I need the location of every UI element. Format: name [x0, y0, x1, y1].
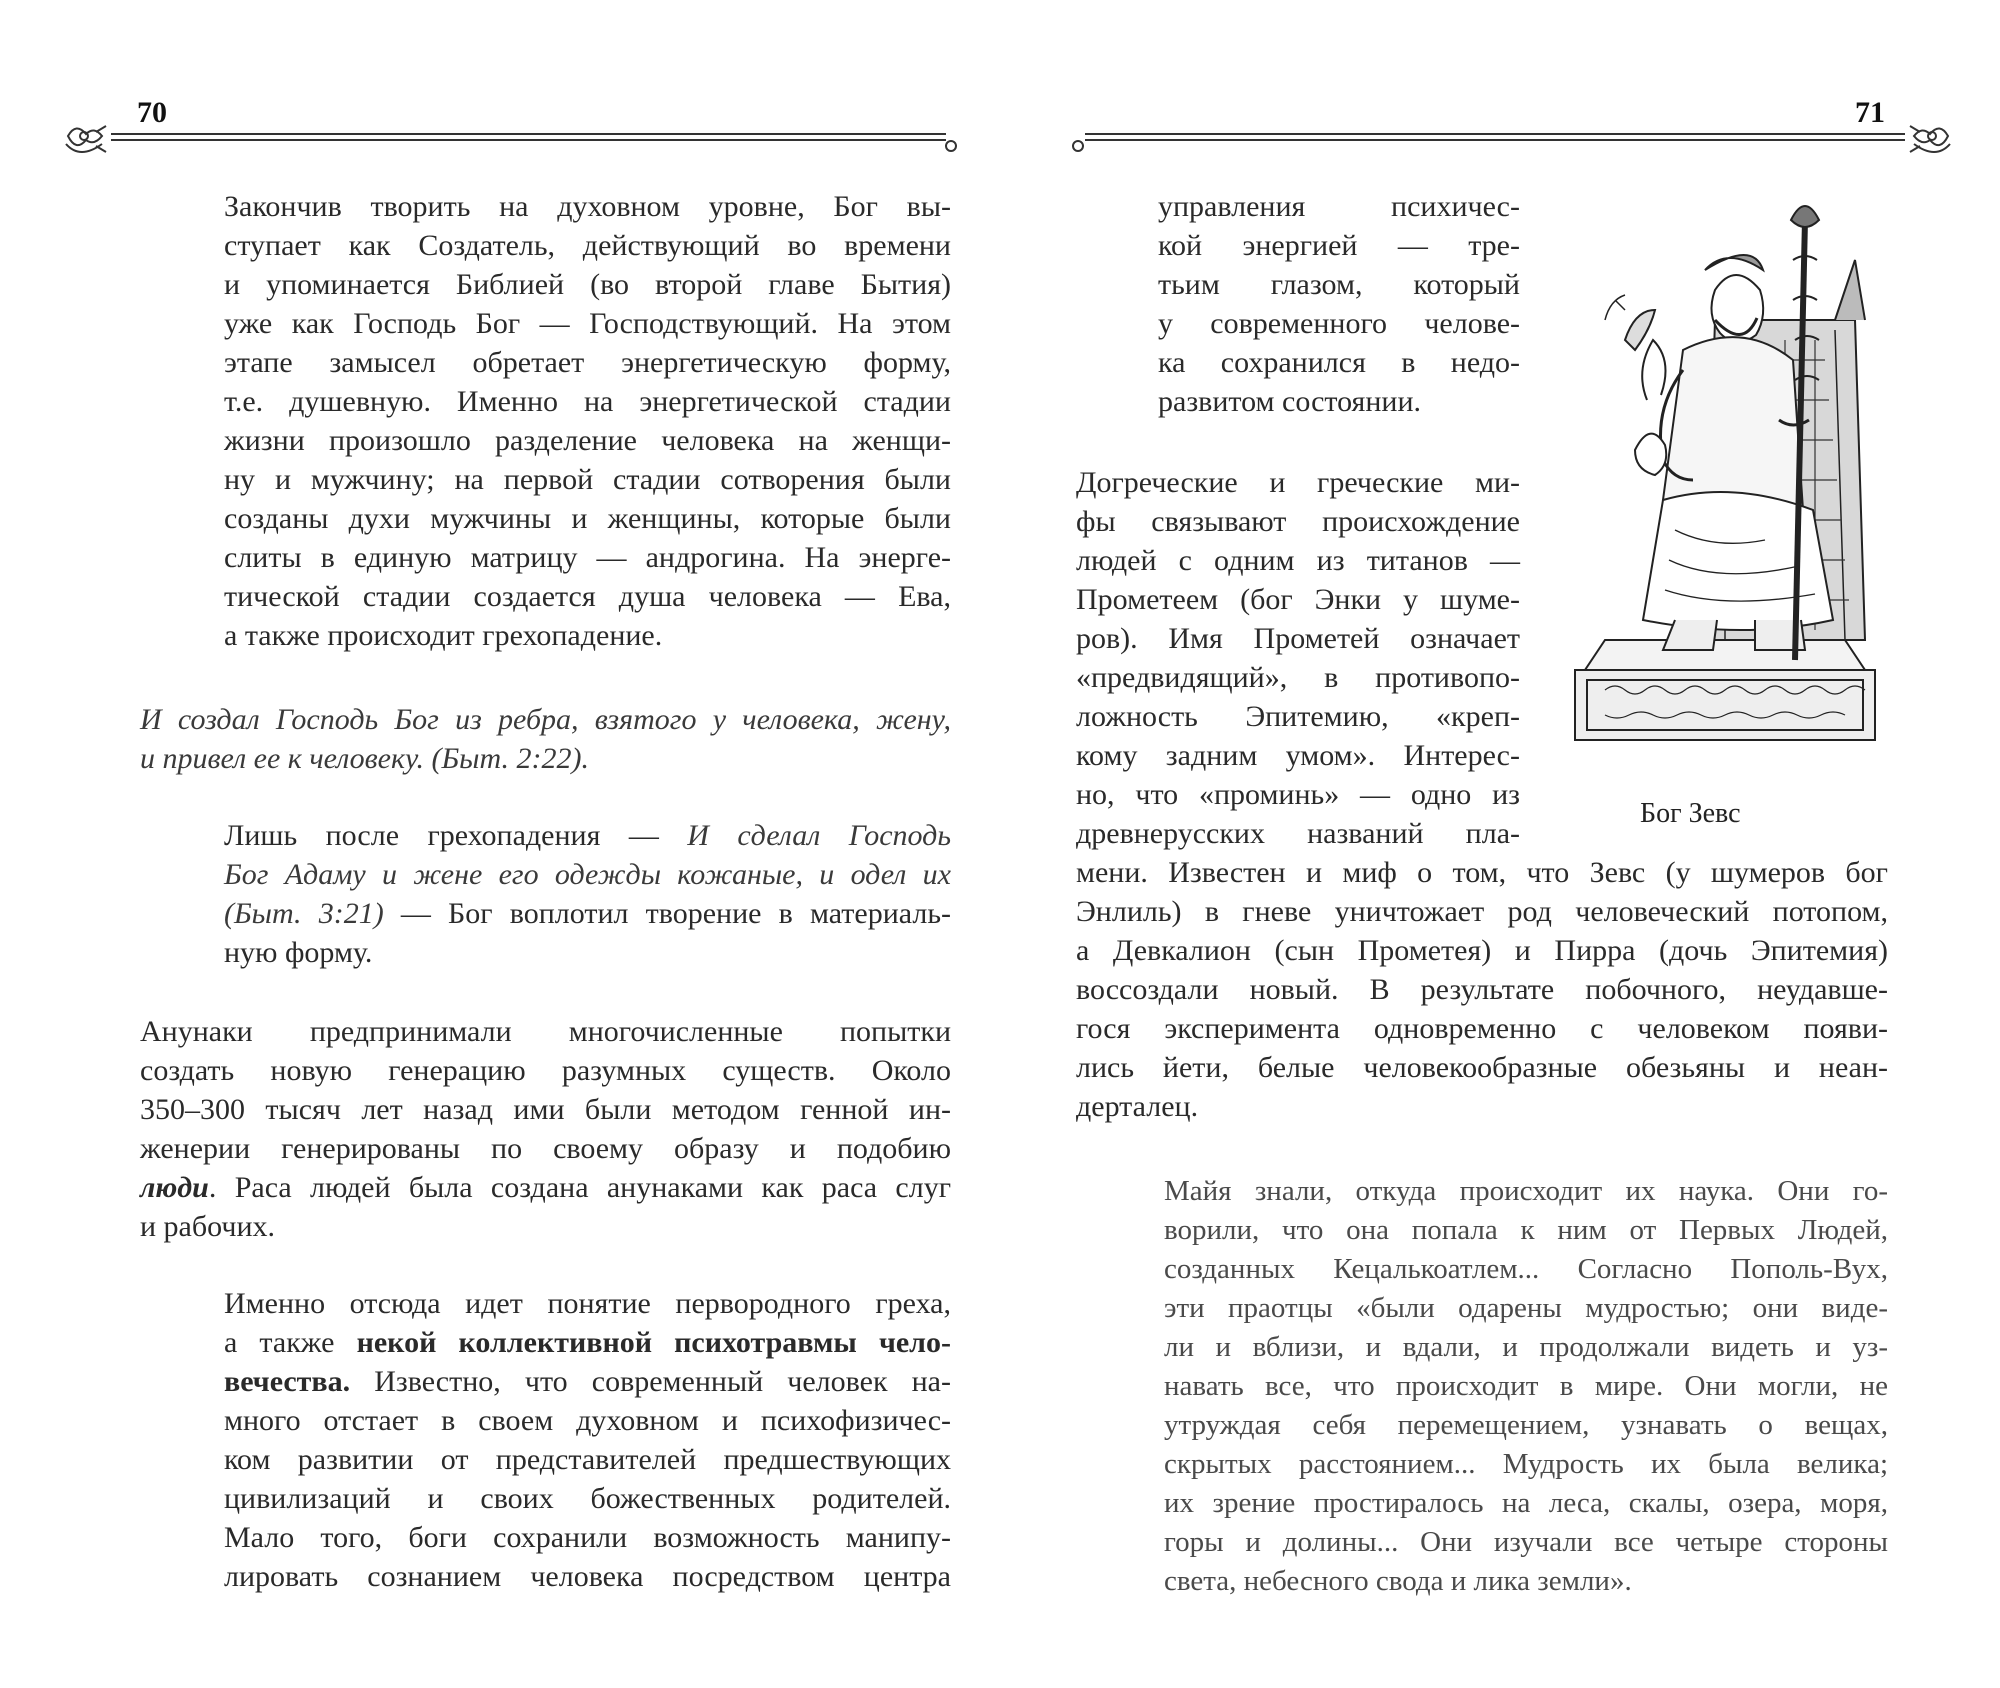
text-line: слиты в единую матрицу — андрогина. На энерге-	[224, 541, 951, 574]
text-span: — Бог воплотил творение в материаль-	[383, 897, 952, 930]
paragraph-fall	[224, 816, 951, 972]
text-line: а Девкалион (сын Прометея) и Пирра (дочь Эпитемия)	[1076, 934, 1888, 967]
text-line: а также происходит грехопадение.	[224, 619, 663, 652]
text-line: мени. Известен и миф о том, что Зевс (у шумеров бог	[1076, 856, 1888, 889]
text-line: Мало того, боги сохранили возможность манипу-	[224, 1521, 951, 1554]
text-line: скрытых расстоянием... Мудрость их была велика;	[1164, 1448, 1888, 1480]
text-line: кому задним умом». Интерес-	[1076, 739, 1520, 772]
page-number: 70	[137, 96, 167, 129]
text-line: гося эксперимента одновременно с человеком появи-	[1076, 1012, 1888, 1045]
text-line: Закончив творить на духовном уровне, Бог вы-	[224, 190, 951, 223]
text-line: ложность Эпитемию, «креп-	[1076, 700, 1520, 733]
text-line: Догреческие и греческие ми-	[1076, 466, 1520, 499]
bold-span: люди	[140, 1171, 209, 1204]
text-line: у современного челове-	[1158, 307, 1520, 340]
text-line: уже как Господь Бог — Господствующий. На этом	[224, 307, 951, 340]
italic-span: И сделал Господь	[687, 819, 951, 852]
header-rule	[1070, 122, 1960, 162]
text-line: ров). Имя Прометей означает	[1076, 622, 1520, 655]
italic-span: (Быт. 3:21)	[224, 897, 384, 930]
text-line: навать все, что происходит в мире. Они могли, не	[1164, 1370, 1888, 1402]
text-line: Прометеем (бог Энки у шуме-	[1076, 583, 1520, 616]
paragraph-third-eye	[1158, 187, 1520, 421]
text-line: кой энергией — тре-	[1158, 229, 1520, 262]
text-line: фы связывают происхождение	[1076, 505, 1520, 538]
bold-span: вечества.	[224, 1365, 351, 1398]
text-line: Именно отсюда идет понятие первородного греха,	[224, 1287, 951, 1320]
text-line: Анунаки предпринимали многочисленные попытки	[140, 1015, 951, 1048]
ornament-rule-icon	[56, 122, 961, 162]
zeus-statue-illustration	[1565, 200, 1885, 760]
text-line: тической стадии создается душа человека — Ева,	[224, 580, 951, 613]
text-line: но, что «проминь» — одно из	[1076, 778, 1520, 811]
paragraph-creation	[224, 187, 951, 655]
paragraph-prometheus	[1076, 463, 1520, 853]
text-line: света, небесного свода и лика земли».	[1164, 1565, 1632, 1597]
text-line: ка сохранился в недо-	[1158, 346, 1520, 379]
text-line: ну и мужчину; на первой стадии сотворения были	[224, 463, 951, 496]
text-line: жизни произошло разделение человека на женщи-	[224, 424, 951, 457]
text-line: женерии генерированы по своему образу и подобию	[140, 1132, 951, 1165]
zeus-statue-icon	[1565, 200, 1885, 760]
bold-span: некой коллективной психотравмы чело-	[356, 1326, 951, 1359]
text-line: 350–300 тысяч лет назад ими были методом генной ин-	[140, 1093, 951, 1126]
text-line: т.е. душевную. Именно на энергетической стадии	[224, 385, 951, 418]
paragraph-anunnaki	[140, 1012, 951, 1246]
text-line: их зрение простиралось на леса, скалы, озера, моря,	[1164, 1487, 1888, 1519]
text-line: людей с одним из титанов —	[1076, 544, 1520, 577]
maya-quote	[1164, 1172, 1888, 1601]
text-line: лировать сознанием человека посредством центра	[224, 1560, 951, 1593]
paragraph-flood	[1076, 853, 1888, 1126]
header-rule	[56, 122, 961, 162]
text-line: И создал Господь Бог из ребра, взятого у человека, жену,	[140, 703, 951, 736]
paragraph-original-sin	[224, 1284, 951, 1596]
page-number: 71	[1855, 96, 1885, 129]
text-span: Известно, что современный человек на-	[350, 1365, 951, 1398]
text-line: «предвидящий», в противопо-	[1076, 661, 1520, 694]
text-span: а также	[224, 1326, 357, 1359]
text-line: этапе замысел обретает энергетическую форму,	[224, 346, 951, 379]
text-line: ворили, что она попала к ним от Первых Людей,	[1164, 1214, 1888, 1246]
text-line: утруждая себя перемещением, узнавать о вещах,	[1164, 1409, 1888, 1441]
text-line: тьим глазом, который	[1158, 268, 1520, 301]
text-line: древнерусских названий пла-	[1076, 817, 1520, 850]
text-line: горы и долины... Они изучали все четыре стороны	[1164, 1526, 1888, 1558]
text-span: . Раса людей была создана анунаками как раса слуг	[208, 1171, 951, 1204]
text-line: управления психичес-	[1158, 190, 1520, 223]
text-line: созданы духи мужчины и женщины, которые были	[224, 502, 951, 535]
italic-span: Бог Адаму и жене его одежды кожаные, и одел их	[224, 858, 951, 891]
text-line: ступает как Создатель, действующий во времени	[224, 229, 951, 262]
text-line: созданных Кецалькоатлем... Согласно Пополь-Вух,	[1164, 1253, 1888, 1285]
figure-caption: Бог Зевс	[1640, 798, 1741, 829]
bible-quote	[140, 700, 951, 778]
text-line: Майя знали, откуда происходит их наука. Они го-	[1164, 1175, 1888, 1207]
text-line: Энлиль) в гневе уничтожает род человеческий потопом,	[1076, 895, 1888, 928]
text-line: развитом состоянии.	[1158, 385, 1421, 418]
text-line: цивилизаций и своих божественных родителей.	[224, 1482, 951, 1515]
text-line: воссоздали новый. В результате побочного, неудавше-	[1076, 973, 1888, 1006]
text-line: дерталец.	[1076, 1090, 1199, 1123]
text-line: и привел ее к человеку. (Быт. 2:22).	[140, 742, 589, 775]
text-line: и упоминается Библией (во второй главе Бытия)	[224, 268, 951, 301]
text-line: создать новую генерацию разумных существ. Около	[140, 1054, 951, 1087]
text-line: ли и вблизи, и вдали, и продолжали видеть и уз-	[1164, 1331, 1888, 1363]
text-line: ком развитии от представителей предшествующих	[224, 1443, 951, 1476]
text-line: ную форму.	[224, 936, 373, 969]
text-span: Лишь после грехопадения —	[224, 819, 688, 852]
text-line: эти праотцы «были одарены мудростью; они виде-	[1164, 1292, 1888, 1324]
text-line: и рабочих.	[140, 1210, 275, 1243]
text-line: лись йети, белые человекообразные обезьяны и неан-	[1076, 1051, 1888, 1084]
text-line: много отстает в своем духовном и психофизичес-	[224, 1404, 951, 1437]
ornament-rule-icon	[1070, 122, 1960, 162]
